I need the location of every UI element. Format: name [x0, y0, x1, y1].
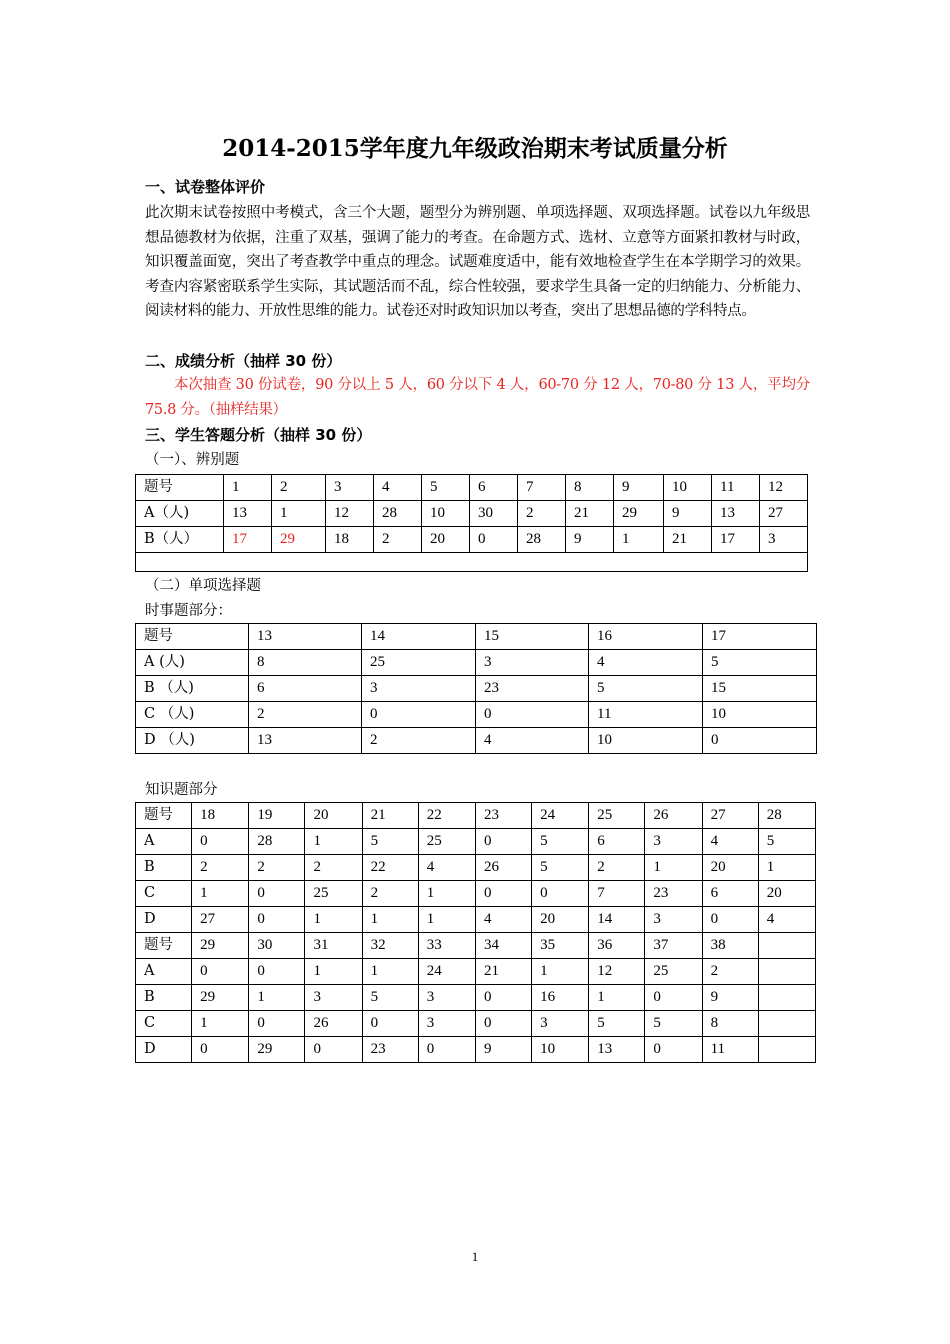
table-cell: 18	[192, 803, 249, 829]
table-cell: 1	[589, 985, 645, 1011]
table-cell: 25	[305, 881, 362, 907]
row-label-cell: A（人)	[136, 501, 224, 527]
table-cell: 2	[249, 855, 305, 881]
table-cell: 1	[418, 907, 475, 933]
row-label-cell: D	[136, 907, 192, 933]
table-cell: 4	[374, 475, 422, 501]
table-cell: 3	[645, 829, 702, 855]
table-cell: 23	[475, 803, 531, 829]
table-cell: 20	[305, 803, 362, 829]
table-cell: 5	[532, 855, 589, 881]
table-cell: 0	[418, 1037, 475, 1063]
table-cell: 14	[589, 907, 645, 933]
table-row	[136, 855, 816, 881]
table-cell: 29	[192, 933, 249, 959]
table-cell: 34	[475, 933, 531, 959]
row-label-cell: A (人)	[136, 650, 249, 676]
table-cell: 3	[326, 475, 374, 501]
table-cell: 2	[272, 475, 326, 501]
table-cell: 13	[249, 624, 362, 650]
table-cell: 23	[645, 881, 702, 907]
table-cell: 32	[362, 933, 418, 959]
table-cell: 1	[305, 907, 362, 933]
table-cell: 10	[664, 475, 712, 501]
table-cell: 8	[702, 1011, 758, 1037]
table-cell: 15	[476, 624, 589, 650]
table-cell: 21	[664, 527, 712, 553]
table-cell: 5	[645, 1011, 702, 1037]
table-cell: 37	[645, 933, 702, 959]
table-cell: 1	[305, 829, 362, 855]
row-label-cell: B	[136, 985, 192, 1011]
table-cell: 4	[702, 829, 758, 855]
table-cell: 22	[418, 803, 475, 829]
table-row	[136, 959, 816, 985]
row-label-cell: 题号	[136, 803, 192, 829]
table-row	[136, 728, 817, 754]
page-title: 2014-2015学年度九年级政治期末考试质量分析	[222, 135, 728, 162]
table-cell: 36	[589, 933, 645, 959]
table-cell: 0	[475, 829, 531, 855]
table-cell: 3	[645, 907, 702, 933]
table-cell: 4	[475, 907, 531, 933]
table-cell: 38	[702, 933, 758, 959]
table-cell: 4	[589, 650, 703, 676]
table-cell: 21	[566, 501, 614, 527]
overall-evaluation-paragraph: 此次期末试卷按照中考模式，含三个大题，题型分为辨别题、单项选择题、双项选择题。试卷以九年级思想品德教材为依据，注重了双基，强调了能力的考查。在命题方式、选材、立意等方面紧扣教材与时政，知识覆盖面宽，突出了考查教学中重点的理念。试题难度适中，能有效地检查学生在本学期学习的效果。考查内容紧密联系学生实际，其试题活而不乱，综合性较强，要求学生具备一定的归纳能力、分析能力、阅读材料的能力、开放性思维的能力。试卷还对时政知识加以考查，突出了思想品德的学科特点。	[145, 205, 810, 319]
table-cell	[758, 1011, 815, 1037]
table-cell: 17	[703, 624, 817, 650]
table-row	[136, 881, 816, 907]
table-cell: 0	[192, 1037, 249, 1063]
section-heading-overall: 一、试卷整体评价	[145, 178, 266, 196]
table-cell: 14	[362, 624, 476, 650]
table-cell: 28	[758, 803, 815, 829]
table-cell: 3	[418, 985, 475, 1011]
table-cell: 23	[362, 1037, 418, 1063]
table-cell: 9	[475, 1037, 531, 1063]
table-cell: 1	[418, 881, 475, 907]
table-cell: 5	[758, 829, 815, 855]
table-cell: 3	[476, 650, 589, 676]
row-label-cell: A	[136, 829, 192, 855]
table-cell: 12	[326, 501, 374, 527]
table-cell: 1	[224, 475, 272, 501]
table-cell: 3	[760, 527, 808, 553]
table-cell: 2	[589, 855, 645, 881]
table-cell	[758, 985, 815, 1011]
empty-cell	[136, 553, 808, 572]
table-cell: 13	[224, 501, 272, 527]
table-row	[136, 907, 816, 933]
table-cell: 1	[645, 855, 702, 881]
table-cell: 8	[249, 650, 362, 676]
table-row	[136, 702, 817, 728]
table-cell: 29	[249, 1037, 305, 1063]
table-cell: 3	[418, 1011, 475, 1037]
table-cell: 8	[566, 475, 614, 501]
table-cell: 0	[645, 1037, 702, 1063]
table-cell: 5	[362, 985, 418, 1011]
table-cell: 28	[518, 527, 566, 553]
score-analysis-paragraph: 本次抽查 30 份试卷，90 分以上 5 人，60 分以下 4 人，60-70 分 12 人，70-80 分 13 人，平均分 75.8 分。（抽样结果）	[145, 377, 810, 418]
page-number: 1	[471, 1249, 479, 1264]
table-row	[136, 829, 816, 855]
table-cell: 7	[518, 475, 566, 501]
table-row	[136, 475, 808, 501]
table-cell: 6	[702, 881, 758, 907]
row-label-cell: A	[136, 959, 192, 985]
table-cell: 10	[703, 702, 817, 728]
table-cell: 1	[362, 907, 418, 933]
knowledge-label: 知识题部分	[145, 782, 218, 798]
table-cell: 0	[470, 527, 518, 553]
row-label-cell: 题号	[136, 475, 224, 501]
table-cell: 3	[532, 1011, 589, 1037]
table-cell: 29	[272, 527, 326, 553]
table-cell: 0	[305, 1037, 362, 1063]
table-row-empty	[136, 553, 808, 572]
table-cell: 27	[760, 501, 808, 527]
table-cell: 5	[703, 650, 817, 676]
table-cell: 1	[614, 527, 664, 553]
table-cell: 21	[362, 803, 418, 829]
table-cell: 9	[566, 527, 614, 553]
table-cell: 6	[589, 829, 645, 855]
table-cell: 3	[305, 985, 362, 1011]
table-cell: 2	[305, 855, 362, 881]
current-affairs-table	[135, 623, 817, 754]
table-row	[136, 624, 817, 650]
table-cell: 30	[470, 501, 518, 527]
table-cell	[758, 959, 815, 985]
table-cell: 29	[614, 501, 664, 527]
section-heading-scores: 二、成绩分析（抽样 30 份）	[145, 352, 342, 370]
row-label-cell: B （人)	[136, 676, 249, 702]
table-cell: 0	[362, 1011, 418, 1037]
table-cell: 19	[249, 803, 305, 829]
table-cell: 12	[760, 475, 808, 501]
table-cell: 24	[532, 803, 589, 829]
table-cell: 1	[758, 855, 815, 881]
row-label-cell: C	[136, 1011, 192, 1037]
table-cell: 10	[589, 728, 703, 754]
table-cell: 0	[192, 829, 249, 855]
table-cell: 1	[362, 959, 418, 985]
table-row	[136, 803, 816, 829]
row-label-cell: C	[136, 881, 192, 907]
table-cell: 10	[532, 1037, 589, 1063]
knowledge-table	[135, 802, 816, 1063]
row-label-cell: B	[136, 855, 192, 881]
table-cell: 13	[712, 501, 760, 527]
table-cell: 7	[589, 881, 645, 907]
row-label-cell: 题号	[136, 624, 249, 650]
table-cell	[758, 1037, 815, 1063]
table-cell: 2	[192, 855, 249, 881]
table-cell: 1	[305, 959, 362, 985]
table-cell: 17	[712, 527, 760, 553]
table-cell: 6	[249, 676, 362, 702]
table-cell: 28	[249, 829, 305, 855]
table-cell: 0	[249, 907, 305, 933]
table-cell: 6	[470, 475, 518, 501]
table-cell: 0	[192, 959, 249, 985]
table-cell: 4	[418, 855, 475, 881]
table-row	[136, 501, 808, 527]
table-cell: 12	[589, 959, 645, 985]
table-cell: 26	[305, 1011, 362, 1037]
table-row	[136, 527, 808, 553]
table-cell: 0	[532, 881, 589, 907]
table-cell: 20	[422, 527, 470, 553]
table-cell: 9	[614, 475, 664, 501]
table-cell: 13	[249, 728, 362, 754]
table-cell: 35	[532, 933, 589, 959]
row-label-cell: D	[136, 1037, 192, 1063]
table-cell: 0	[249, 881, 305, 907]
table-cell: 2	[362, 881, 418, 907]
table-cell: 1	[192, 1011, 249, 1037]
table-cell: 28	[374, 501, 422, 527]
row-label-cell: C （人)	[136, 702, 249, 728]
table-cell: 25	[645, 959, 702, 985]
table-cell: 10	[422, 501, 470, 527]
table-cell: 9	[702, 985, 758, 1011]
table-cell: 30	[249, 933, 305, 959]
table-cell: 16	[532, 985, 589, 1011]
table-cell: 11	[702, 1037, 758, 1063]
table-cell: 15	[703, 676, 817, 702]
table-cell: 2	[518, 501, 566, 527]
table-cell: 0	[362, 702, 476, 728]
table-cell: 20	[758, 881, 815, 907]
table-cell: 17	[224, 527, 272, 553]
row-label-cell: D （人)	[136, 728, 249, 754]
table-cell: 5	[589, 1011, 645, 1037]
table-row	[136, 1037, 816, 1063]
table-cell: 26	[475, 855, 531, 881]
table-cell: 33	[418, 933, 475, 959]
table-cell: 1	[249, 985, 305, 1011]
section-heading-answers: 三、学生答题分析（抽样 30 份）	[145, 426, 372, 444]
table-cell: 31	[305, 933, 362, 959]
table-cell: 2	[374, 527, 422, 553]
table-cell: 24	[418, 959, 475, 985]
true-false-table	[135, 474, 808, 572]
table-cell: 9	[664, 501, 712, 527]
part2-label: （二）单项选择题	[145, 578, 261, 594]
table-cell: 22	[362, 855, 418, 881]
table-cell: 1	[272, 501, 326, 527]
table-cell: 4	[476, 728, 589, 754]
table-row	[136, 676, 817, 702]
table-cell: 21	[475, 959, 531, 985]
table-cell: 0	[475, 985, 531, 1011]
table-cell: 16	[589, 624, 703, 650]
table-cell: 0	[476, 702, 589, 728]
table-cell: 13	[589, 1037, 645, 1063]
table-cell: 1	[192, 881, 249, 907]
table-row	[136, 650, 817, 676]
part1-label: （一）、辨别题	[145, 452, 240, 468]
table-cell: 20	[702, 855, 758, 881]
table-cell: 18	[326, 527, 374, 553]
table-cell: 5	[532, 829, 589, 855]
current-affairs-label: 时事题部分：	[145, 603, 232, 619]
table-cell: 0	[475, 1011, 531, 1037]
table-row	[136, 933, 816, 959]
table-cell: 29	[192, 985, 249, 1011]
table-cell: 0	[249, 959, 305, 985]
table-cell: 26	[645, 803, 702, 829]
table-cell: 0	[249, 1011, 305, 1037]
table-row	[136, 1011, 816, 1037]
table-cell: 2	[249, 702, 362, 728]
table-cell: 2	[702, 959, 758, 985]
table-cell: 0	[475, 881, 531, 907]
table-row	[136, 985, 816, 1011]
table-cell	[758, 933, 815, 959]
table-cell: 0	[702, 907, 758, 933]
table-cell: 5	[422, 475, 470, 501]
table-cell: 27	[702, 803, 758, 829]
table-cell: 25	[418, 829, 475, 855]
table-cell: 25	[589, 803, 645, 829]
table-cell: 20	[532, 907, 589, 933]
table-cell: 0	[703, 728, 817, 754]
row-label-cell: B（人）	[136, 527, 224, 553]
table-cell: 0	[645, 985, 702, 1011]
table-cell: 11	[589, 702, 703, 728]
table-cell: 4	[758, 907, 815, 933]
table-cell: 1	[532, 959, 589, 985]
table-cell: 5	[589, 676, 703, 702]
table-cell: 23	[476, 676, 589, 702]
table-cell: 27	[192, 907, 249, 933]
table-cell: 25	[362, 650, 476, 676]
row-label-cell: 题号	[136, 933, 192, 959]
table-cell: 3	[362, 676, 476, 702]
table-cell: 2	[362, 728, 476, 754]
table-cell: 11	[712, 475, 760, 501]
table-cell: 5	[362, 829, 418, 855]
